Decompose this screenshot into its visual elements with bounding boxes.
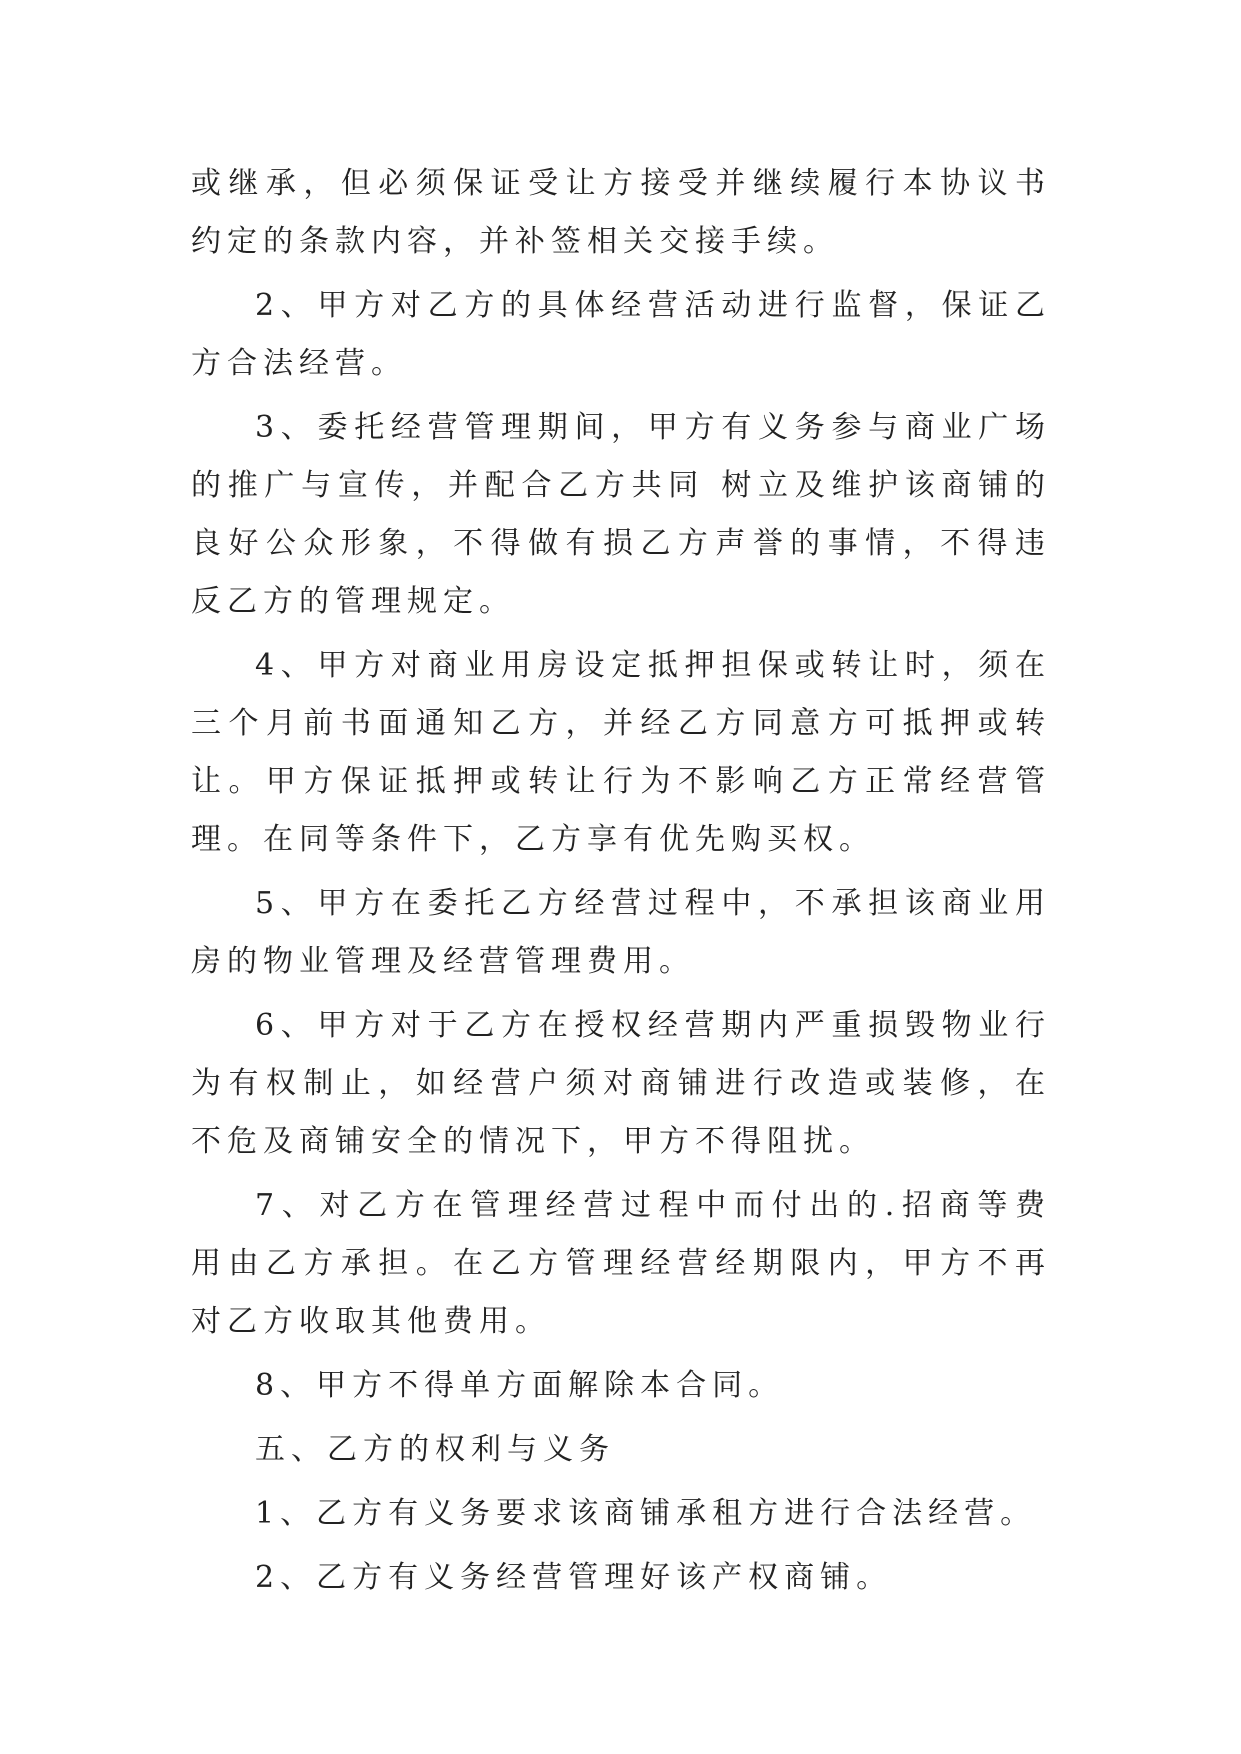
paragraph-clause-6: 6、甲方对于乙方在授权经营期内严重损毁物业行为有权制止，如经营户须对商铺进行改造或装修，在不危及商铺安全的情况下，甲方不得阻扰。 <box>191 1008 1051 1159</box>
paragraph-party-b-2: 2、乙方有义务经营管理好该产权商铺。 <box>255 1560 893 1595</box>
paragraph-clause-3: 3、委托经营管理期间，甲方有义务参与商业广场的推广与宣传，并配合乙方共同 树立及维护该商铺的良好公众形象，不得做有损乙方声誉的事情，不得违反乙方的管理规定。 <box>191 410 1051 619</box>
paragraph-clause-4: 4、甲方对商业用房设定抵押担保或转让时，须在三个月前书面通知乙方，并经乙方同意方可抵押或转让。甲方保证抵押或转让行为不影响乙方正常经营管理。在同等条件下，乙方享有优先购买权。 <box>191 648 1051 857</box>
paragraph-clause-2: 2、甲方对乙方的具体经营活动进行监督，保证乙方合法经营。 <box>191 288 1051 381</box>
paragraph-clause-5: 5、甲方在委托乙方经营过程中，不承担该商业用房的物业管理及经营管理费用。 <box>191 886 1051 979</box>
paragraph-clause-7: 7、对乙方在管理经营过程中而付出的.招商等费用由乙方承担。在乙方管理经营经期限内，甲方不再对乙方收取其他费用。 <box>191 1188 1051 1339</box>
paragraph-clause-8: 8、甲方不得单方面解除本合同。 <box>255 1368 785 1403</box>
section-heading-party-b: 五、乙方的权利与义务 <box>255 1432 615 1467</box>
paragraph-party-b-1: 1、乙方有义务要求该商铺承租方进行合法经营。 <box>255 1496 1037 1531</box>
paragraph-continuation: 或继承，但必须保证受让方接受并继续履行本协议书约定的条款内容，并补签相关交接手续。 <box>191 166 1051 259</box>
document-body <box>191 155 1051 1607</box>
